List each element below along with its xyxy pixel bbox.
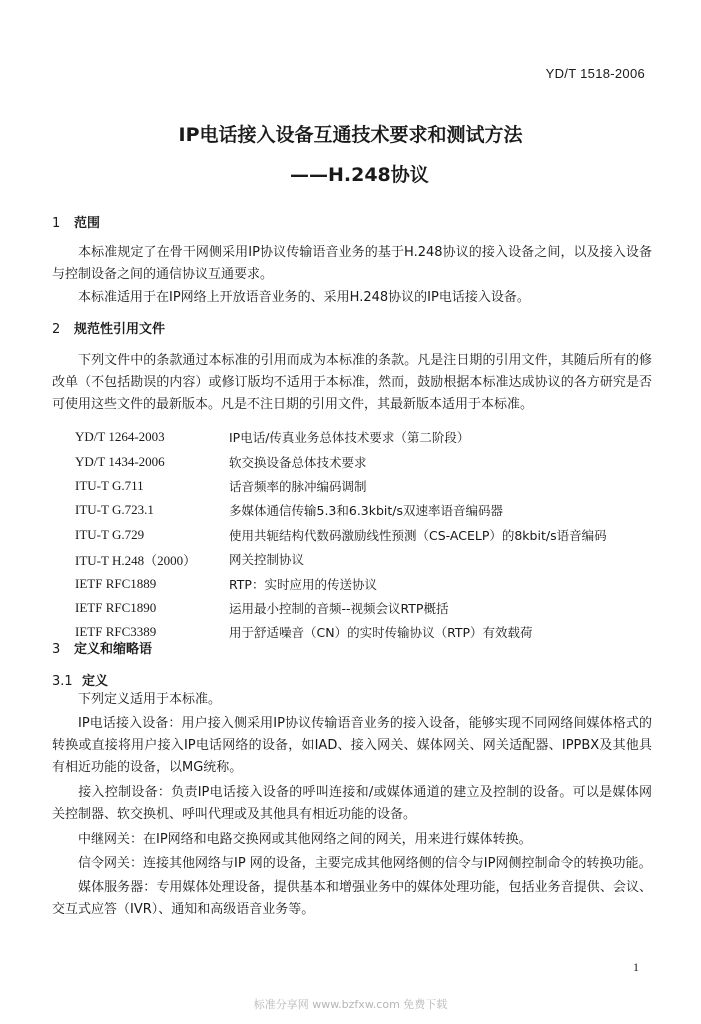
- reference-item: [75, 425, 655, 449]
- definition-iad: [52, 713, 652, 779]
- definition-text: 中继网关：在IP网络和电路交换网或其他网络之间的网关，用来进行媒体转换。: [78, 832, 532, 847]
- reference-item: [75, 596, 655, 620]
- reference-title: 使用共轭结构代数码激励线性预测（CS-ACELP）的8kbit/s语音编码: [229, 527, 607, 543]
- section-title: 定义: [82, 674, 109, 689]
- paragraph-text: 下列定义适用于本标准。: [78, 692, 222, 707]
- section-number: 3.1: [52, 674, 73, 689]
- definition-text: 接入控制设备：负责IP电话接入设备的呼叫连接和/或媒体通道的建立及控制的设备。可以是媒体网关控制器、软交换机、呼叫代理或及其他具有相近功能的设备。: [52, 785, 652, 822]
- section-3-heading: [52, 638, 152, 657]
- reference-title: 软交换设备总体技术要求: [229, 454, 367, 470]
- reference-item: [75, 571, 655, 595]
- reference-code: ITU-T G.711: [75, 477, 144, 493]
- page-number: 1: [633, 960, 639, 974]
- section-title: 规范性引用文件: [74, 322, 166, 337]
- section-number: 2: [52, 322, 61, 337]
- reference-title: 网关控制协议: [229, 552, 305, 568]
- definition-text: 信令网关：连接其他网络与IP 网的设备，主要完成其他网络侧的信令与IP网侧控制命令的转换功能。: [78, 856, 652, 871]
- paragraph-text: 下列文件中的条款通过本标准的引用而成为本标准的条款。凡是注日期的引用文件，其随后所有的修改单（不包括勘误的内容）或修订版均不适用于本标准，然而，鼓励根据本标准达成协议的各方研究是否可使用这些文件的最新版本。凡是不注日期的引用文件，其最新版本适用于本标准。: [52, 353, 652, 412]
- reference-item: [75, 449, 655, 473]
- section-title: 定义和缩略语: [74, 642, 153, 657]
- definition-text: IP电话接入设备：用户接入侧采用IP协议传输语音业务的接入设备，能够实现不同网络间媒体格式的转换或直接将用户接入IP电话网络的设备，如IAD、接入网关、媒体网关、网关适配器、IPPBX及其他具有相近功能的设备，以MG统称。: [52, 716, 652, 775]
- reference-code: IETF RFC3389: [75, 624, 157, 640]
- section-1-paragraph-1: [52, 242, 652, 286]
- watermark: 标准分享网 www.bzfxw.com 免费下载: [253, 998, 448, 1011]
- paragraph-text: 本标准规定了在骨干网侧采用IP协议传输语音业务的基于H.248协议的接入设备之间，以及接入设备与控制设备之间的通信协议互通要求。: [52, 245, 652, 282]
- reference-item: [75, 474, 655, 498]
- reference-item: [75, 523, 655, 547]
- section-title: 范围: [74, 216, 101, 231]
- section-number: 3: [52, 642, 61, 657]
- document-subtitle: ——H.248协议: [290, 164, 429, 186]
- reference-title: 用于舒适噪音（CN）的实时传输协议（RTP）有效载荷: [229, 625, 533, 641]
- section-1-heading: [52, 212, 100, 231]
- reference-code: YD/T 1434-2006: [75, 453, 165, 469]
- definition-trunk-gateway: [52, 829, 652, 851]
- reference-item: [75, 498, 655, 522]
- reference-title: 多媒体通信传输5.3和6.3kbit/s双速率语音编码器: [229, 503, 504, 519]
- standard-code: YD/T 1518-2006: [545, 66, 645, 81]
- reference-code: ITU-T H.248（2000）: [75, 552, 197, 568]
- reference-code: ITU-T G.723.1: [75, 502, 154, 518]
- reference-code: YD/T 1264-2003: [75, 429, 165, 445]
- reference-item: [75, 620, 655, 644]
- definition-signaling-gateway: [52, 853, 652, 875]
- paragraph-text: 本标准适用于在IP网络上开放语音业务的、采用H.248协议的IP电话接入设备。: [78, 290, 530, 305]
- section-3-1-heading: [52, 670, 108, 689]
- definition-media-server: [52, 877, 652, 921]
- reference-title: IP电话/传真业务总体技术要求（第二阶段）: [229, 430, 470, 446]
- reference-title: 运用最小控制的音频--视频会议RTP概括: [229, 600, 449, 616]
- reference-code: IETF RFC1889: [75, 575, 157, 591]
- section-2-paragraph: [52, 350, 652, 416]
- reference-title: RTP：实时应用的传送协议: [229, 576, 377, 592]
- definitions-intro: [52, 689, 652, 711]
- reference-title: 话音频率的脉冲编码调制: [229, 478, 367, 494]
- reference-code: ITU-T G.729: [75, 526, 145, 542]
- definition-text: 媒体服务器：专用媒体处理设备，提供基本和增强业务中的媒体处理功能，包括业务音提供、会议、交互式应答（IVR）、通知和高级语音业务等。: [52, 880, 652, 917]
- document-title: IP电话接入设备互通技术要求和测试方法: [178, 124, 523, 146]
- reference-code: IETF RFC1890: [75, 599, 157, 615]
- definition-access-controller: [52, 782, 652, 826]
- section-2-heading: [52, 318, 165, 337]
- section-number: 1: [52, 216, 61, 231]
- section-1-paragraph-2: [52, 287, 652, 309]
- reference-item: [75, 547, 655, 571]
- reference-list: [75, 425, 655, 645]
